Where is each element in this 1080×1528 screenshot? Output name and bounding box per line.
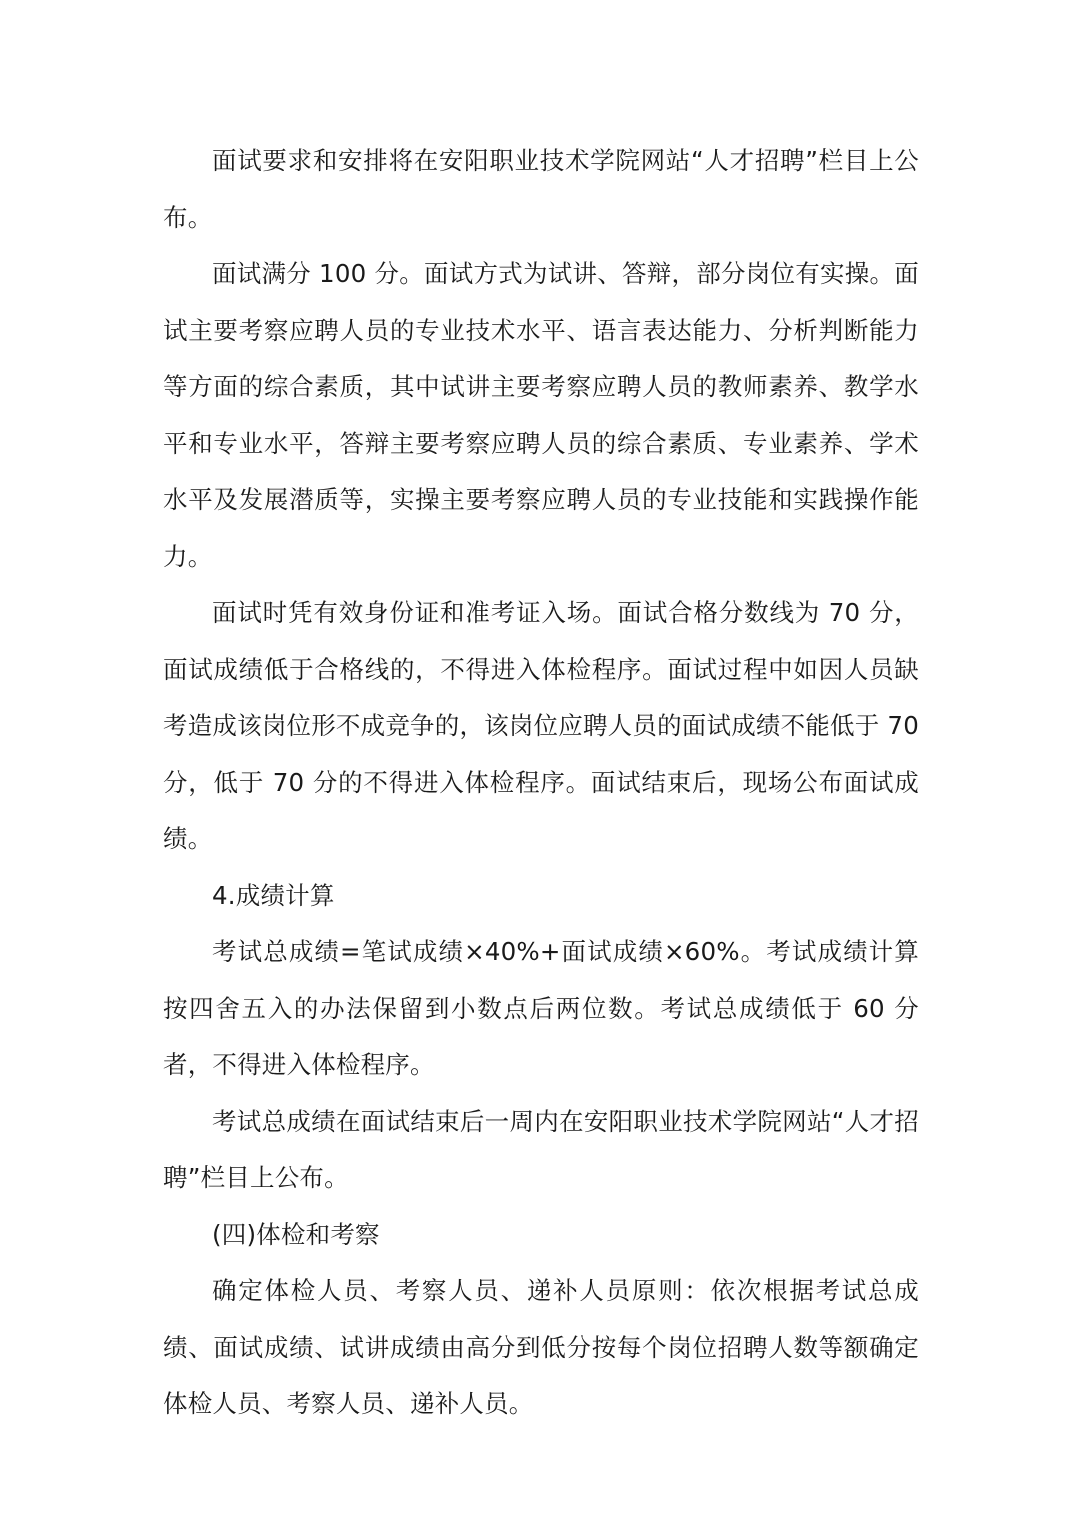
section-heading-score-calculation: 4.成绩计算: [212, 880, 335, 910]
paragraph-interview-scoring: 面试满分 100 分。面试方式为试讲、答辩，部分岗位有实操。面试主要考察应聘人员的专业技术水平、语言表达能力、分析判断能力等方面的综合素质，其中试讲主要考察应聘人员的教师素养、教学水平和专业水平，答辩主要考察应聘人员的综合素质、专业素养、学术水平及发展潜质等，实操主要考察应聘人员的专业技能和实践操作能力。: [163, 259, 919, 571]
paragraph-interview-rules: 面试时凭有效身份证和准考证入场。面试合格分数线为 70 分，面试成绩低于合格线的，不得进入体检程序。面试过程中如因人员缺考造成该岗位形不成竞争的，该岗位应聘人员的面试成绩不能低于 70 分，低于 70 分的不得进入体检程序。面试结束后，现场公布面试成绩。: [163, 598, 919, 853]
paragraph-score-formula: 考试总成绩=笔试成绩×40%+面试成绩×60%。考试成绩计算按四舍五入的办法保留到小数点后两位数。考试总成绩低于 60 分者，不得进入体检程序。: [163, 937, 919, 1079]
document-body: [163, 133, 919, 1433]
paragraph-exam-selection: 确定体检人员、考察人员、递补人员原则：依次根据考试总成绩、面试成绩、试讲成绩由高分到低分按每个岗位招聘人数等额确定体检人员、考察人员、递补人员。: [163, 1276, 919, 1418]
paragraph-interview-announcement: 面试要求和安排将在安阳职业技术学院网站“人才招聘”栏目上公布。: [163, 146, 919, 232]
paragraph-score-publication: 考试总成绩在面试结束后一周内在安阳职业技术学院网站“人才招聘”栏目上公布。: [163, 1106, 919, 1192]
section-heading-physical-exam: (四)体检和考察: [212, 1219, 380, 1249]
